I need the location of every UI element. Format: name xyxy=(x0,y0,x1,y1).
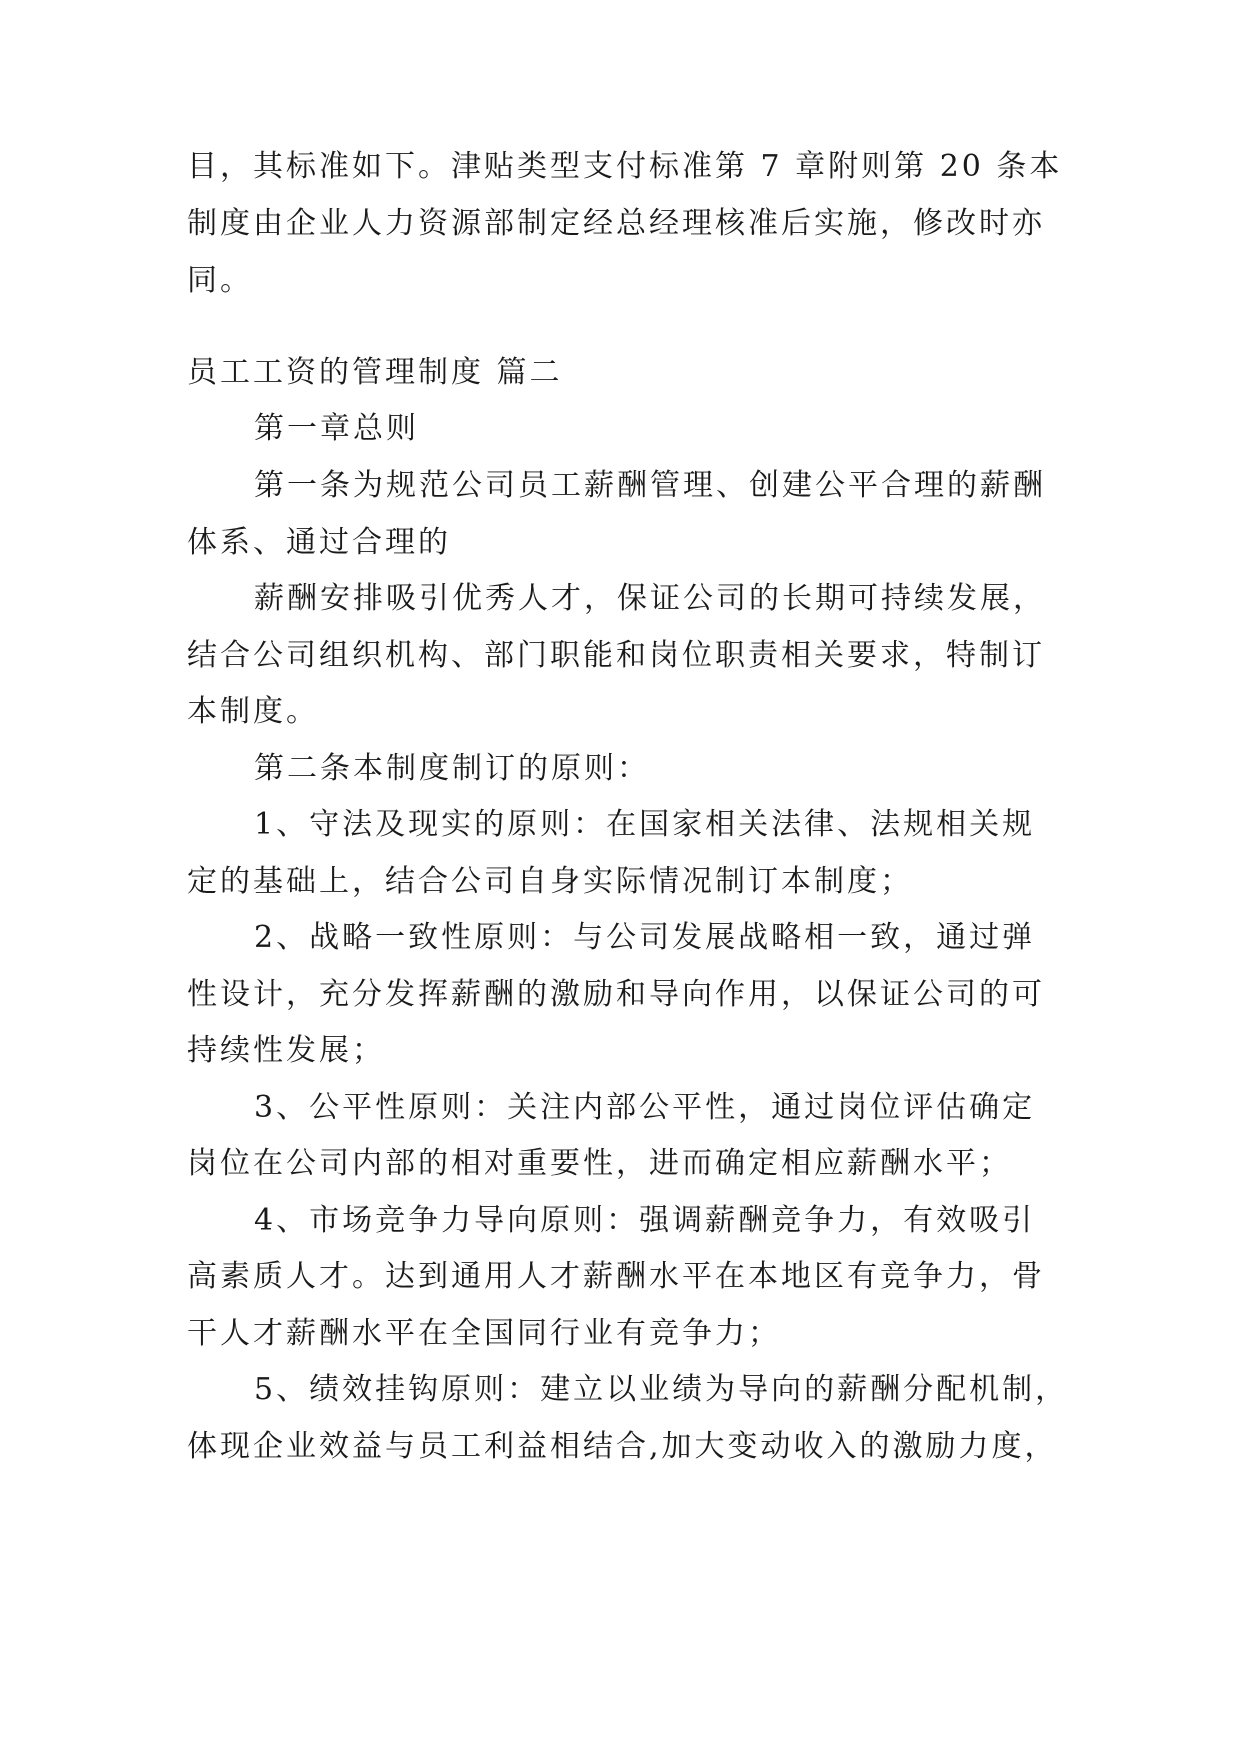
paragraph-line: 岗位在公司内部的相对重要性，进而确定相应薪酬水平； xyxy=(187,1146,1012,1181)
chapter-heading: 第一章总则 xyxy=(254,411,419,446)
paragraph-line: 本制度。 xyxy=(187,694,319,729)
paragraph-line: 目，其标准如下。津贴类型支付标准第 7 章附则第 20 条本 xyxy=(187,149,1063,184)
paragraph-line: 第二条本制度制订的原则： xyxy=(254,751,650,786)
paragraph-line: 3、公平性原则：关注内部公平性，通过岗位评估确定 xyxy=(254,1090,1036,1125)
paragraph-line: 5、绩效挂钩原则：建立以业绩为导向的薪酬分配机制， xyxy=(254,1372,1069,1407)
paragraph-line: 性设计，充分发挥薪酬的激励和导向作用，以保证公司的可 xyxy=(187,977,1045,1012)
paragraph-line: 制度由企业人力资源部制定经总经理核准后实施，修改时亦 xyxy=(187,206,1045,241)
paragraph-line: 4、市场竞争力导向原则：强调薪酬竞争力，有效吸引 xyxy=(254,1203,1036,1238)
paragraph-line: 定的基础上，结合公司自身实际情况制订本制度； xyxy=(187,864,913,899)
section-title: 员工工资的管理制度 篇二 xyxy=(187,355,563,390)
paragraph-line: 结合公司组织机构、部门职能和岗位职责相关要求，特制订 xyxy=(187,638,1045,673)
paragraph-line: 体系、通过合理的 xyxy=(187,525,451,560)
paragraph-line: 1、守法及现实的原则：在国家相关法律、法规相关规 xyxy=(254,807,1036,842)
paragraph-line: 薪酬安排吸引优秀人才，保证公司的长期可持续发展， xyxy=(254,581,1046,616)
paragraph-line: 同。 xyxy=(187,263,253,298)
paragraph-line: 干人才薪酬水平在全国同行业有竞争力； xyxy=(187,1316,781,1351)
paragraph-line: 高素质人才。达到通用人才薪酬水平在本地区有竞争力，骨 xyxy=(187,1259,1045,1294)
paragraph-line: 体现企业效益与员工利益相结合,加大变动收入的激励力度， xyxy=(187,1429,1058,1464)
paragraph-line: 2、战略一致性原则：与公司发展战略相一致，通过弹 xyxy=(254,920,1036,955)
paragraph-line: 持续性发展； xyxy=(187,1033,385,1068)
paragraph-line: 第一条为规范公司员工薪酬管理、创建公平合理的薪酬 xyxy=(254,468,1046,503)
